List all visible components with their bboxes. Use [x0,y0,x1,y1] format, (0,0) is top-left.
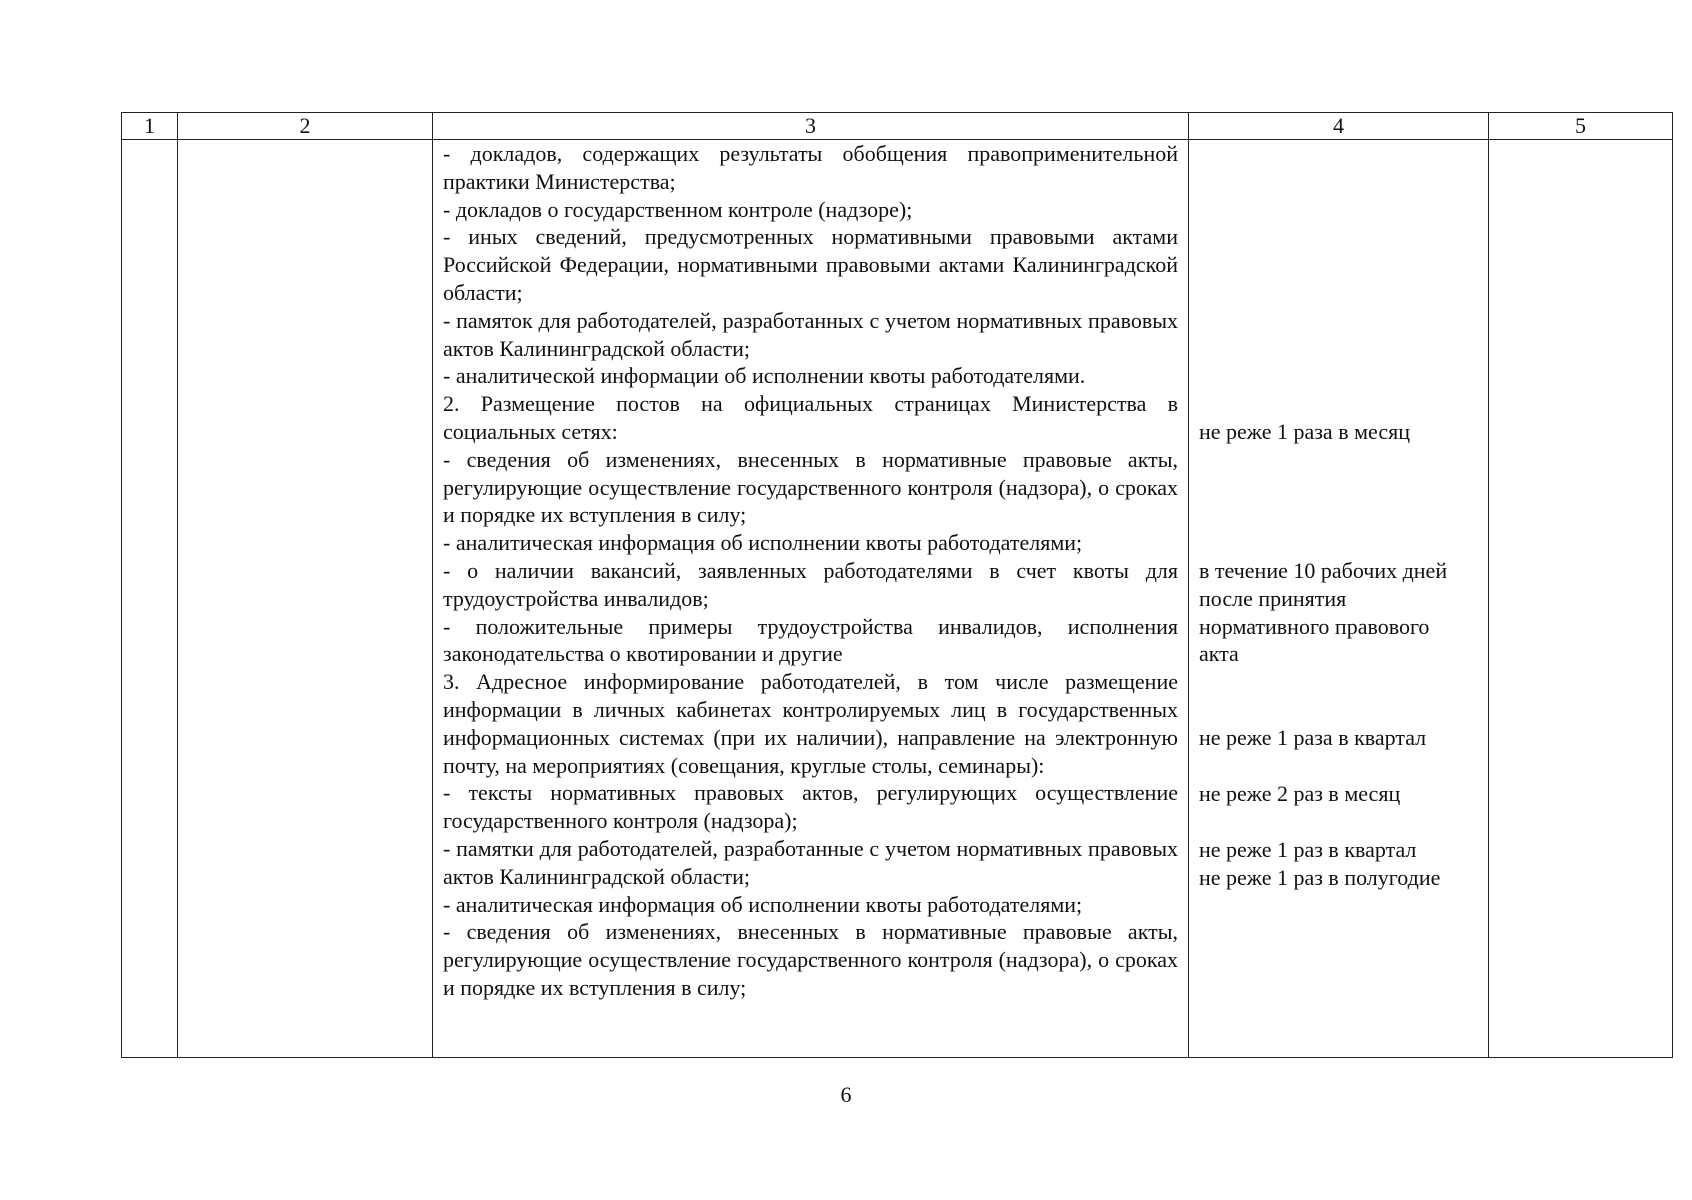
header-col-5: 5 [1489,113,1673,140]
cell-col-5 [1489,140,1673,1058]
cell-col-1 [122,140,178,1058]
body-row [122,140,1673,1058]
header-row [122,113,1673,140]
schedule-item: не реже 1 раз в квартал не реже 1 раз в полугодие [1199,837,1441,890]
page-number: 6 [840,1082,852,1107]
schedule-item: не реже 1 раза в квартал [1199,725,1427,750]
header-col-4: 4 [1189,113,1489,140]
header-col-2: 2 [178,113,433,140]
measure-paragraph: - памятки для работодателей, разработанные с учетом нормативных правовых актов Калининградской области; [443,835,1178,889]
measure-paragraph: - сведения об изменениях, внесенных в нормативные правовые акты, регулирующие осуществление государственного контроля (надзора), о сроках и порядке их вступления в силу; [443,446,1178,528]
measure-paragraph: - памяток для работодателей, разработанных с учетом нормативных правовых актов Калининградской области; [443,307,1178,361]
measure-paragraph: - иных сведений, предусмотренных нормативными правовыми актами Российской Федерации, нормативными правовыми актами Калининградской области; [443,224,1178,305]
schedule-item: в течение 10 рабочих дней после принятия нормативного правового акта [1199,558,1448,667]
header-col-1: 1 [122,113,178,140]
cell-col-3 [433,140,1189,1058]
cell-col-2 [178,140,433,1058]
measure-paragraph: - аналитической информации об исполнении квоты работодателями. [443,363,1086,389]
measure-paragraph: 2. Размещение постов на официальных страницах Министерства в социальных сетях: [443,391,1178,444]
measure-paragraph: - о наличии вакансий, заявленных работодателями в счет квоты для трудоустройства инвалидов; [443,557,1178,611]
schedule-column [1199,140,1488,1057]
measure-paragraph: - докладов, содержащих результаты обобщения правоприменительной практики Министерства; [443,141,1178,194]
measure-paragraph: - докладов о государственном контроле (надзоре); [443,196,913,222]
measure-paragraph: - аналитическая информация об исполнении квоты работодателями; [443,530,1083,556]
document-table [121,112,1673,1058]
schedule-item: не реже 1 раза в месяц [1199,419,1410,444]
schedule-item: не реже 2 раз в месяц [1199,781,1401,806]
cell-col-4 [1189,140,1489,1058]
measure-paragraph: - положительные примеры трудоустройства инвалидов, исполнения законодательства о квотировании и другие [443,613,1178,667]
measure-paragraph: 3. Адресное информирование работодателей, в том числе размещение информации в личных кабинетах контролируемых лиц в государственных информационных системах (при их наличии), направление на электронную почту, на мероприятиях (совещания, круглые столы, семинары): [443,669,1178,778]
measure-paragraph: - аналитическая информация об исполнении квоты работодателями; [443,891,1083,917]
header-col-3: 3 [433,113,1189,140]
measure-paragraph: - тексты нормативных правовых актов, регулирующих осуществление государственного контроля (надзора); [443,780,1178,834]
measure-paragraph: - сведения об изменениях, внесенных в нормативные правовые акты, регулирующие осуществление государственного контроля (надзора), о сроках и порядке их вступления в силу; [443,919,1178,1000]
